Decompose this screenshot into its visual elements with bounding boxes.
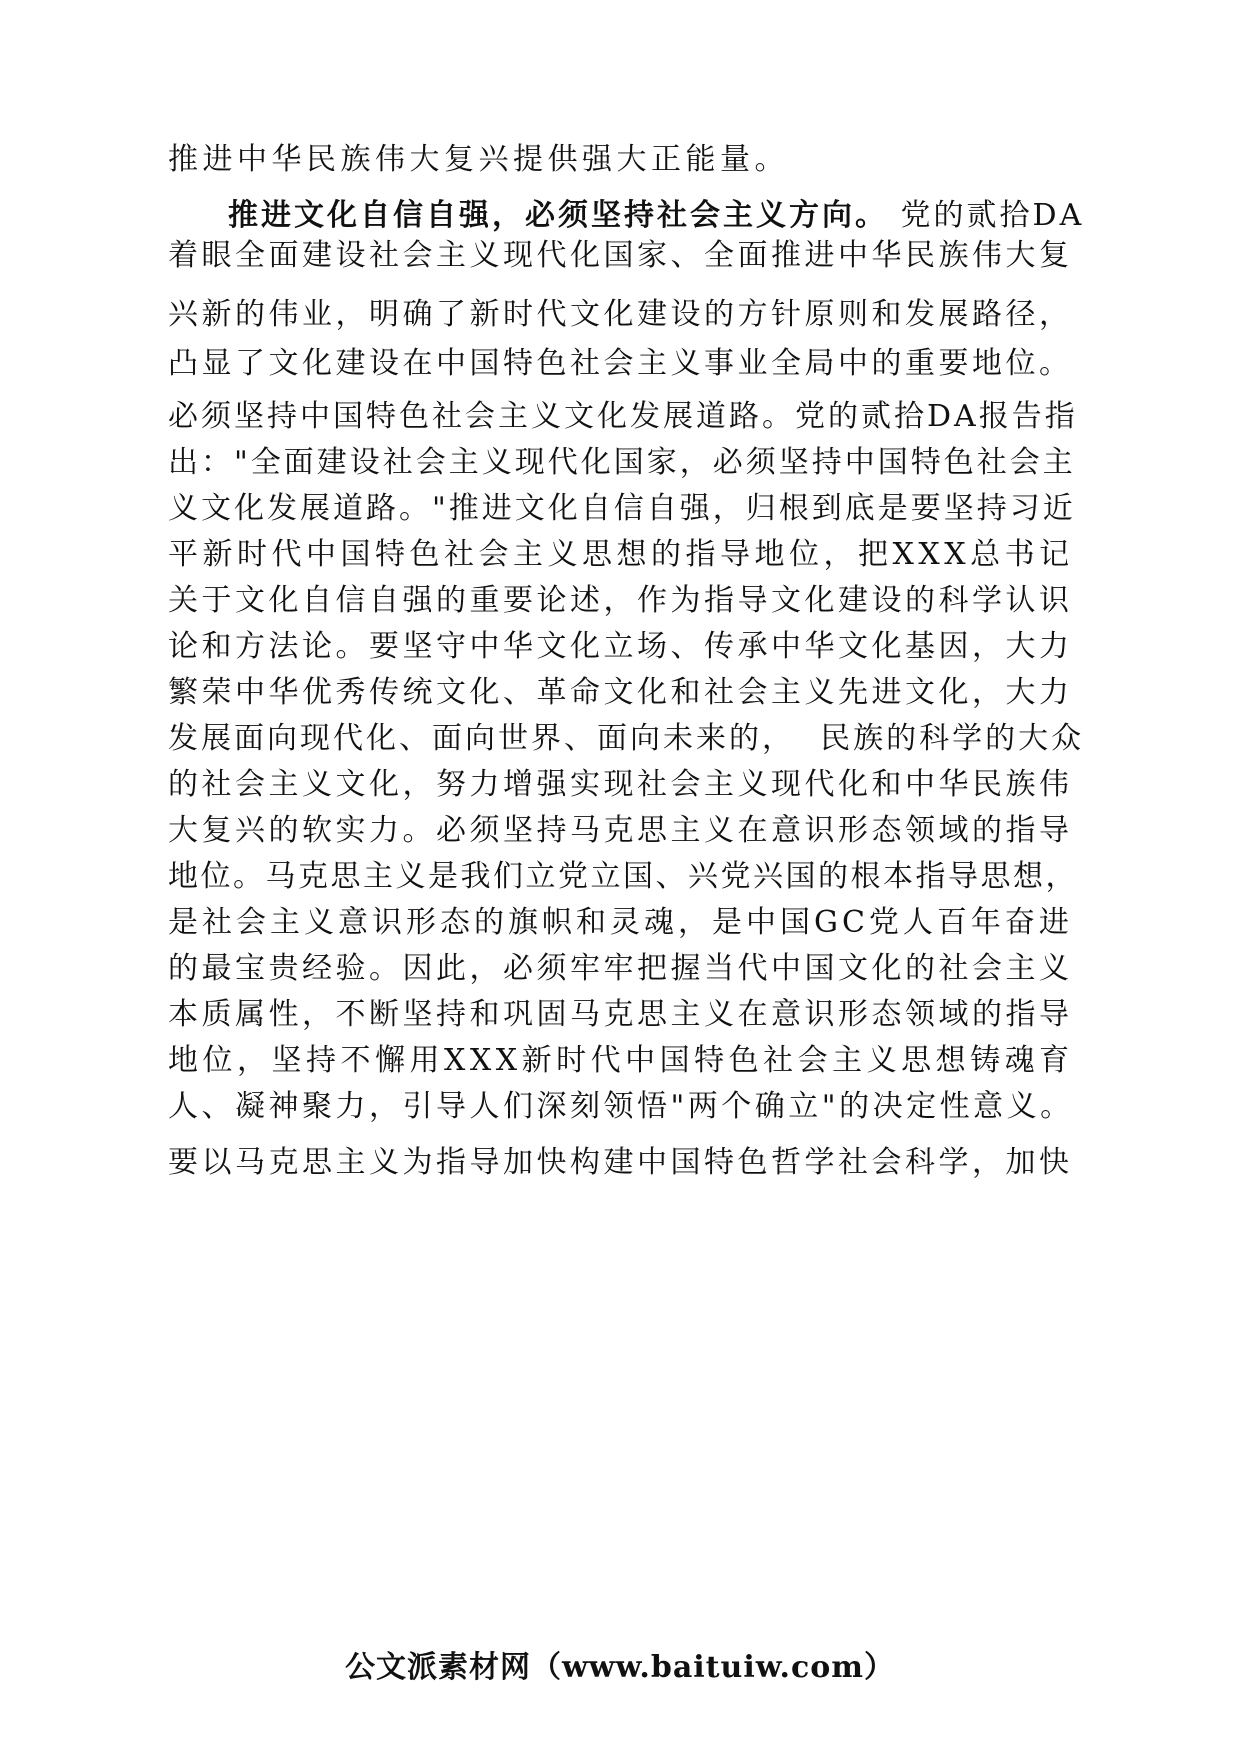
paragraph-line-9: 关于文化自信自强的重要论述，作为指导文化建设的科学认识: [168, 583, 1073, 618]
paragraph-line-6: 出："全面建设社会主义现代化国家，必须坚持中国特色社会主: [168, 445, 1076, 480]
paragraph-line-12: 发展面向现代化、面向世界、面向未来的， 民族的科学的大众: [168, 721, 1085, 756]
paragraph-line-2: 着眼全面建设社会主义现代化国家、全面推进中华民族伟大复: [168, 238, 1073, 273]
paragraph-line-13: 的社会主义文化，努力增强实现社会主义现代化和中华民族伟: [168, 767, 1073, 802]
footer-watermark: 公文派素材网（www.baituiw.com）: [344, 1650, 896, 1685]
paragraph-line-8: 平新时代中国特色社会主义思想的指导地位，把XXX总书记: [168, 537, 1074, 572]
paragraph-line-17: 的最宝贵经验。因此，必须牢牢把握当代中国文化的社会主义: [168, 951, 1073, 986]
paragraph-line-11: 繁荣中华优秀传统文化、革命文化和社会主义先进文化，大力: [168, 675, 1073, 710]
paragraph-line-4: 凸显了文化建设在中国特色社会主义事业全局中的重要地位。: [168, 346, 1073, 381]
paragraph-line-20: 人、凝神聚力，引导人们深刻领悟"两个确立"的决定性意义。: [168, 1089, 1074, 1124]
paragraph-line-18: 本质属性，不断坚持和巩固马克思主义在意识形态领域的指导: [168, 997, 1073, 1032]
paragraph-line-10: 论和方法论。要坚守中华文化立场、传承中华文化基因，大力: [168, 629, 1073, 664]
section-heading: 推进文化自信自强，必须坚持社会主义方向。: [228, 198, 888, 233]
section-heading-continuation: 党的贰拾DA: [888, 198, 1085, 233]
paragraph-line-19: 地位，坚持不懈用XXX新时代中国特色社会主义思想铸魂育: [168, 1043, 1074, 1078]
paragraph-line-16: 是社会主义意识形态的旗帜和灵魂，是中国GC党人百年奋进: [168, 905, 1073, 940]
paragraph-line-1: 推进中华民族伟大复兴提供强大正能量。: [168, 142, 789, 177]
paragraph-line-3: 兴新的伟业，明确了新时代文化建设的方针原则和发展路径，: [168, 297, 1073, 332]
paragraph-line-7: 义文化发展道路。"推进文化自信自强，归根到底是要坚持习近: [168, 491, 1076, 526]
paragraph-line-21: 要以马克思主义为指导加快构建中国特色哲学社会科学，加快: [168, 1145, 1073, 1180]
section-heading-line: [228, 196, 1084, 236]
paragraph-line-14: 大复兴的软实力。必须坚持马克思主义在意识形态领域的指导: [168, 813, 1073, 848]
paragraph-line-5: 必须坚持中国特色社会主义文化发展道路。党的贰拾DA报告指: [168, 399, 1078, 434]
paragraph-line-15: 地位。马克思主义是我们立党立国、兴党兴国的根本指导思想，: [168, 859, 1078, 894]
